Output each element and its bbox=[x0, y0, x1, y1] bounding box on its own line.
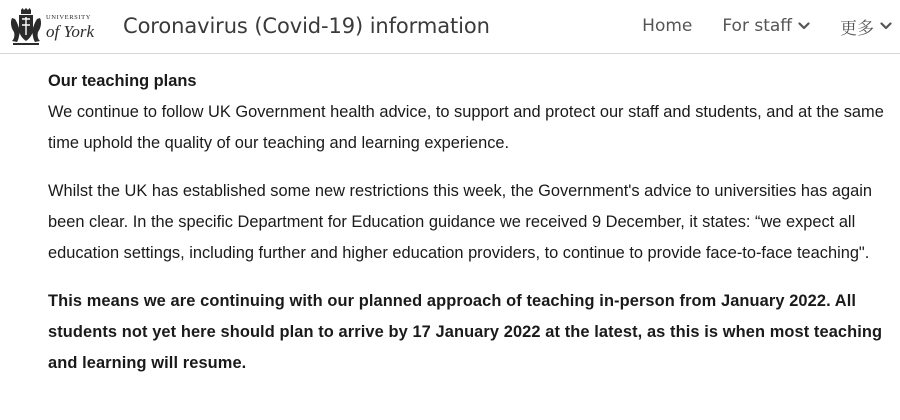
nav-for-staff[interactable] bbox=[722, 16, 810, 36]
university-wordmark bbox=[46, 12, 106, 44]
nav-more[interactable] bbox=[840, 14, 892, 39]
chevron-down-icon bbox=[880, 22, 892, 30]
paragraph-intro: We continue to follow UK Government health advice, to support and protect our staff and students, and at the same time uphold the quality of our teaching and learning experience. bbox=[48, 103, 884, 152]
main-nav bbox=[642, 12, 892, 40]
site-title[interactable]: Coronavirus (Covid-19) information bbox=[123, 14, 490, 38]
logo-line1: UNIVERSITY bbox=[46, 14, 91, 21]
logo-line2: of York bbox=[46, 22, 95, 41]
nav-for-staff-label: For staff bbox=[722, 16, 792, 36]
nav-home-label: Home bbox=[642, 16, 693, 36]
nav-home[interactable] bbox=[642, 16, 692, 36]
site-header bbox=[0, 0, 900, 54]
nav-more-label: 更多 bbox=[840, 18, 874, 39]
main-content bbox=[48, 66, 894, 379]
university-logo[interactable] bbox=[9, 8, 105, 46]
paragraph-plan: This means we are continuing with our planned approach of teaching in-person from January 2022. All students not yet here should plan to arrive by 17 January 2022 at the latest, as this is when most teaching and learning will resume. bbox=[48, 292, 883, 372]
paragraph-guidance: Whilst the UK has established some new restrictions this week, the Government's advice to universities has again been clear. In the specific Department for Education guidance we received 9 December, it states: “we expect all education settings, including further and higher education providers, to continue to provide face-to-face teaching". bbox=[48, 182, 872, 262]
crest-icon bbox=[9, 8, 43, 46]
section-heading: Our teaching plans bbox=[48, 72, 197, 90]
chevron-down-icon bbox=[798, 22, 810, 30]
